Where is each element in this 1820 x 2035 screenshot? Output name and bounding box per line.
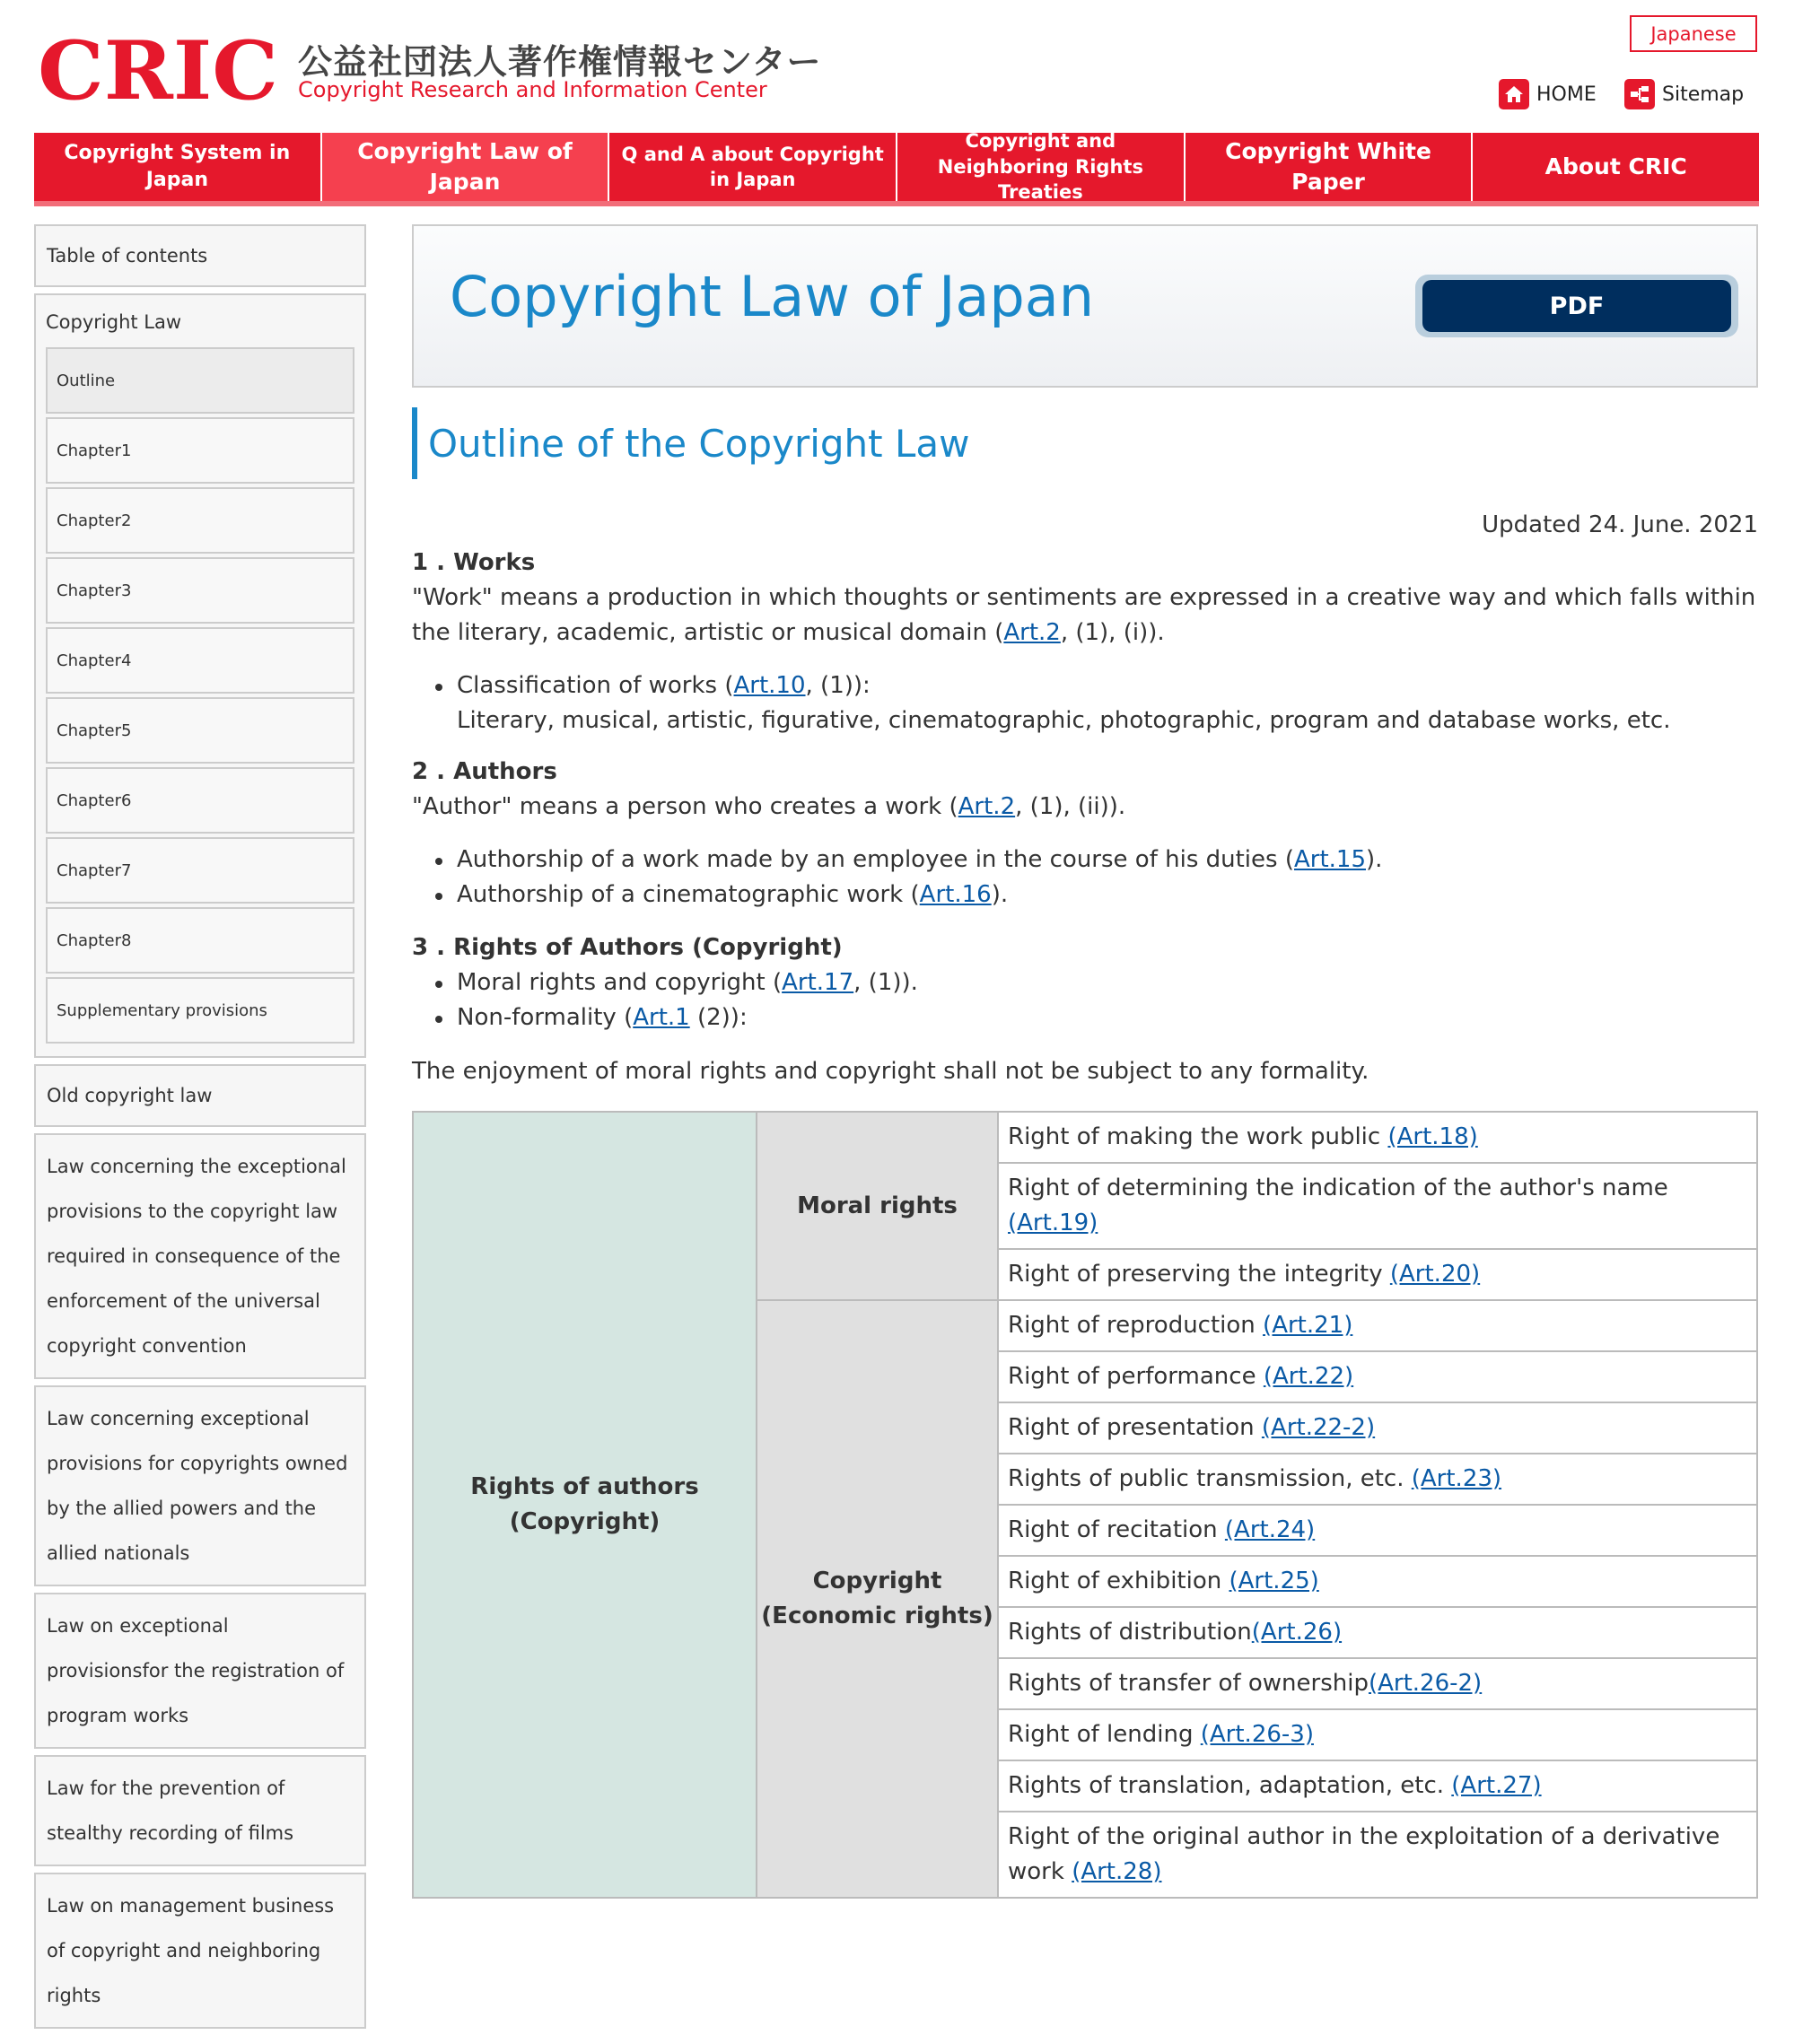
table-row: Right of performance (Art.22) <box>998 1351 1757 1402</box>
link-art-18[interactable]: (Art.18) <box>1387 1123 1478 1150</box>
main-content <box>412 224 1758 1899</box>
table-row: Right of presentation (Art.22-2) <box>998 1402 1757 1454</box>
japanese-language-button[interactable]: Japanese <box>1630 15 1757 52</box>
link-art-25[interactable]: (Art.25) <box>1229 1568 1319 1594</box>
table-row: Right of determining the indication of the author's name (Art.19) <box>998 1163 1757 1249</box>
sitemap-link[interactable] <box>1624 79 1744 109</box>
link-art-16[interactable]: Art.16 <box>919 881 992 908</box>
pdf-button-label: PDF <box>1422 280 1731 332</box>
sidebar-old-copyright-law[interactable]: Old copyright law <box>34 1064 366 1127</box>
global-navigation <box>34 130 1759 206</box>
link-art-19[interactable]: (Art.19) <box>1008 1210 1098 1236</box>
updated-date: Updated 24. June. 2021 <box>1482 511 1758 538</box>
org-name-english: Copyright Research and Information Center <box>298 77 767 102</box>
pdf-button[interactable] <box>1415 275 1738 337</box>
link-art-26-3[interactable]: (Art.26-3) <box>1200 1721 1314 1748</box>
table-row: Rights of transfer of ownership(Art.26-2) <box>998 1658 1757 1709</box>
rights-list <box>457 965 1758 1035</box>
org-name-japanese: 公益社団法人著作権情報センター <box>298 42 822 82</box>
table-row: Right of recitation (Art.24) <box>998 1505 1757 1556</box>
link-art-28[interactable]: (Art.28) <box>1072 1858 1162 1885</box>
link-art-1[interactable]: Art.1 <box>633 1004 690 1031</box>
table-row: Right of lending (Art.26-3) <box>998 1709 1757 1760</box>
home-link[interactable] <box>1499 79 1597 109</box>
title-box <box>412 224 1758 388</box>
link-art-17[interactable]: Art.17 <box>782 969 854 996</box>
sidebar-copyright-law-group <box>34 293 366 1058</box>
link-art-23[interactable]: (Art.23) <box>1411 1465 1502 1492</box>
moral-rights-cell: Moral rights <box>757 1112 998 1300</box>
sidebar-item-chapter2[interactable]: Chapter2 <box>46 487 354 554</box>
nav-about-cric[interactable]: About CRIC <box>1544 153 1687 180</box>
sidebar-item-chapter8[interactable]: Chapter8 <box>46 907 354 974</box>
sidebar-item-management-business-law[interactable]: Law on management business of copyright and neighboring rights <box>34 1873 366 2029</box>
works-definition: "Work" means a production in which thoughts or sentiments are expressed in a creative way and which falls within the literary, academic, artistic or musical domain (Art.2, (1), (i)). <box>412 584 1756 646</box>
sidebar-item-chapter5[interactable]: Chapter5 <box>46 697 354 764</box>
sitemap-icon <box>1624 79 1655 109</box>
svg-text:CRIC: CRIC <box>38 34 278 108</box>
sidebar-item-outline[interactable]: Outline <box>46 347 354 414</box>
table-row: Right of preserving the integrity (Art.20) <box>998 1249 1757 1300</box>
link-art-27[interactable]: (Art.27) <box>1451 1772 1542 1799</box>
list-item: Moral rights and copyright (Art.17, (1)). <box>457 965 1758 1000</box>
authors-list <box>457 843 1758 913</box>
sidebar-item-chapter6[interactable]: Chapter6 <box>46 767 354 834</box>
nav-copyright-law[interactable]: Copyright Law of Japan <box>322 133 610 201</box>
outline-body <box>412 546 1758 1089</box>
table-row: Rights of distribution(Art.26) <box>998 1607 1757 1658</box>
link-art-20[interactable]: (Art.20) <box>1389 1261 1481 1288</box>
home-label: HOME <box>1536 83 1597 106</box>
site-header <box>0 0 1820 135</box>
link-art-2[interactable]: Art.2 <box>958 793 1016 820</box>
cric-logo[interactable] <box>38 34 280 108</box>
heading-authors: 2 . Authors <box>412 758 557 785</box>
link-art-26-2[interactable]: (Art.26-2) <box>1368 1670 1483 1697</box>
author-definition: "Author" means a person who creates a work (Art.2, (1), (ii)). <box>412 793 1126 820</box>
list-item: Authorship of a cinematographic work (Art.16). <box>457 878 1758 913</box>
table-row: Right of the original author in the exploitation of a derivative work (Art.28) <box>998 1812 1757 1898</box>
economic-rights-cell: Copyright (Economic rights) <box>757 1300 998 1898</box>
link-art-2[interactable]: Art.2 <box>1003 619 1061 646</box>
nav-copyright-system[interactable]: Copyright System in Japan <box>34 133 322 201</box>
table-row: Right of reproduction (Art.21) <box>998 1300 1757 1351</box>
sidebar-item-chapter7[interactable]: Chapter7 <box>46 837 354 904</box>
list-item: Classification of works (Art.10, (1)): Literary, musical, artistic, figurative, cinematographic, photographic, program and database works, etc. <box>457 668 1758 738</box>
sidebar <box>34 224 366 2035</box>
link-art-24[interactable]: (Art.24) <box>1224 1516 1316 1543</box>
nav-q-and-a[interactable]: Q and A about Copyright in Japan <box>609 133 897 201</box>
heading-rights-of-authors: 3 . Rights of Authors (Copyright) <box>412 934 843 961</box>
link-art-10[interactable]: Art.10 <box>733 672 806 699</box>
sitemap-label: Sitemap <box>1662 83 1745 106</box>
non-formality-text: The enjoyment of moral rights and copyright shall not be subject to any formality. <box>412 1058 1369 1085</box>
table-row: Rights of public transmission, etc. (Art.23) <box>998 1454 1757 1505</box>
sidebar-item-supplementary[interactable]: Supplementary provisions <box>46 977 354 1044</box>
link-art-22-2[interactable]: (Art.22-2) <box>1261 1414 1376 1441</box>
nav-white-paper[interactable]: Copyright White Paper <box>1186 133 1474 201</box>
sidebar-item-chapter4[interactable]: Chapter4 <box>46 627 354 694</box>
sidebar-item-allied-powers-law[interactable]: Law concerning exceptional provisions for copyrights owned by the allied powers and the allied nationals <box>34 1385 366 1586</box>
link-art-22[interactable]: (Art.22) <box>1263 1363 1354 1390</box>
sidebar-item-chapter3[interactable]: Chapter3 <box>46 557 354 624</box>
rights-of-authors-cell: Rights of authors (Copyright) <box>413 1112 757 1898</box>
list-item: Authorship of a work made by an employee in the course of his duties (Art.15). <box>457 843 1758 878</box>
link-art-21[interactable]: (Art.21) <box>1263 1312 1353 1339</box>
sidebar-group-title[interactable]: Copyright Law <box>46 311 182 333</box>
nav-treaties[interactable]: Copyright and Neighboring Rights Treaties <box>897 133 1186 201</box>
home-icon <box>1499 79 1529 109</box>
section-title: Outline of the Copyright Law <box>412 407 1758 479</box>
link-art-15[interactable]: Art.15 <box>1293 846 1367 873</box>
sidebar-item-chapter1[interactable]: Chapter1 <box>46 417 354 484</box>
link-art-26[interactable]: (Art.26) <box>1251 1619 1343 1646</box>
heading-works: 1 . Works <box>412 549 536 576</box>
sidebar-item-ucc-law[interactable]: Law concerning the exceptional provisions to the copyright law required in consequence of the enforcement of the universal copyright convention <box>34 1133 366 1379</box>
table-row: Right of exhibition (Art.25) <box>998 1556 1757 1607</box>
table-row: Rights of translation, adaptation, etc. (Art.27) <box>998 1760 1757 1812</box>
sidebar-item-film-recording-law[interactable]: Law for the prevention of stealthy recording of films <box>34 1755 366 1866</box>
sidebar-table-of-contents[interactable]: Table of contents <box>34 224 366 287</box>
sidebar-item-program-registration-law[interactable]: Law on exceptional provisionsfor the registration of program works <box>34 1593 366 1749</box>
rights-table <box>412 1111 1758 1899</box>
list-item: Non-formality (Art.1 (2)): <box>457 1000 1758 1035</box>
table-row: Right of making the work public (Art.18) <box>998 1112 1757 1163</box>
works-list <box>457 668 1758 738</box>
page-title: Copyright Law of Japan <box>450 264 1094 329</box>
